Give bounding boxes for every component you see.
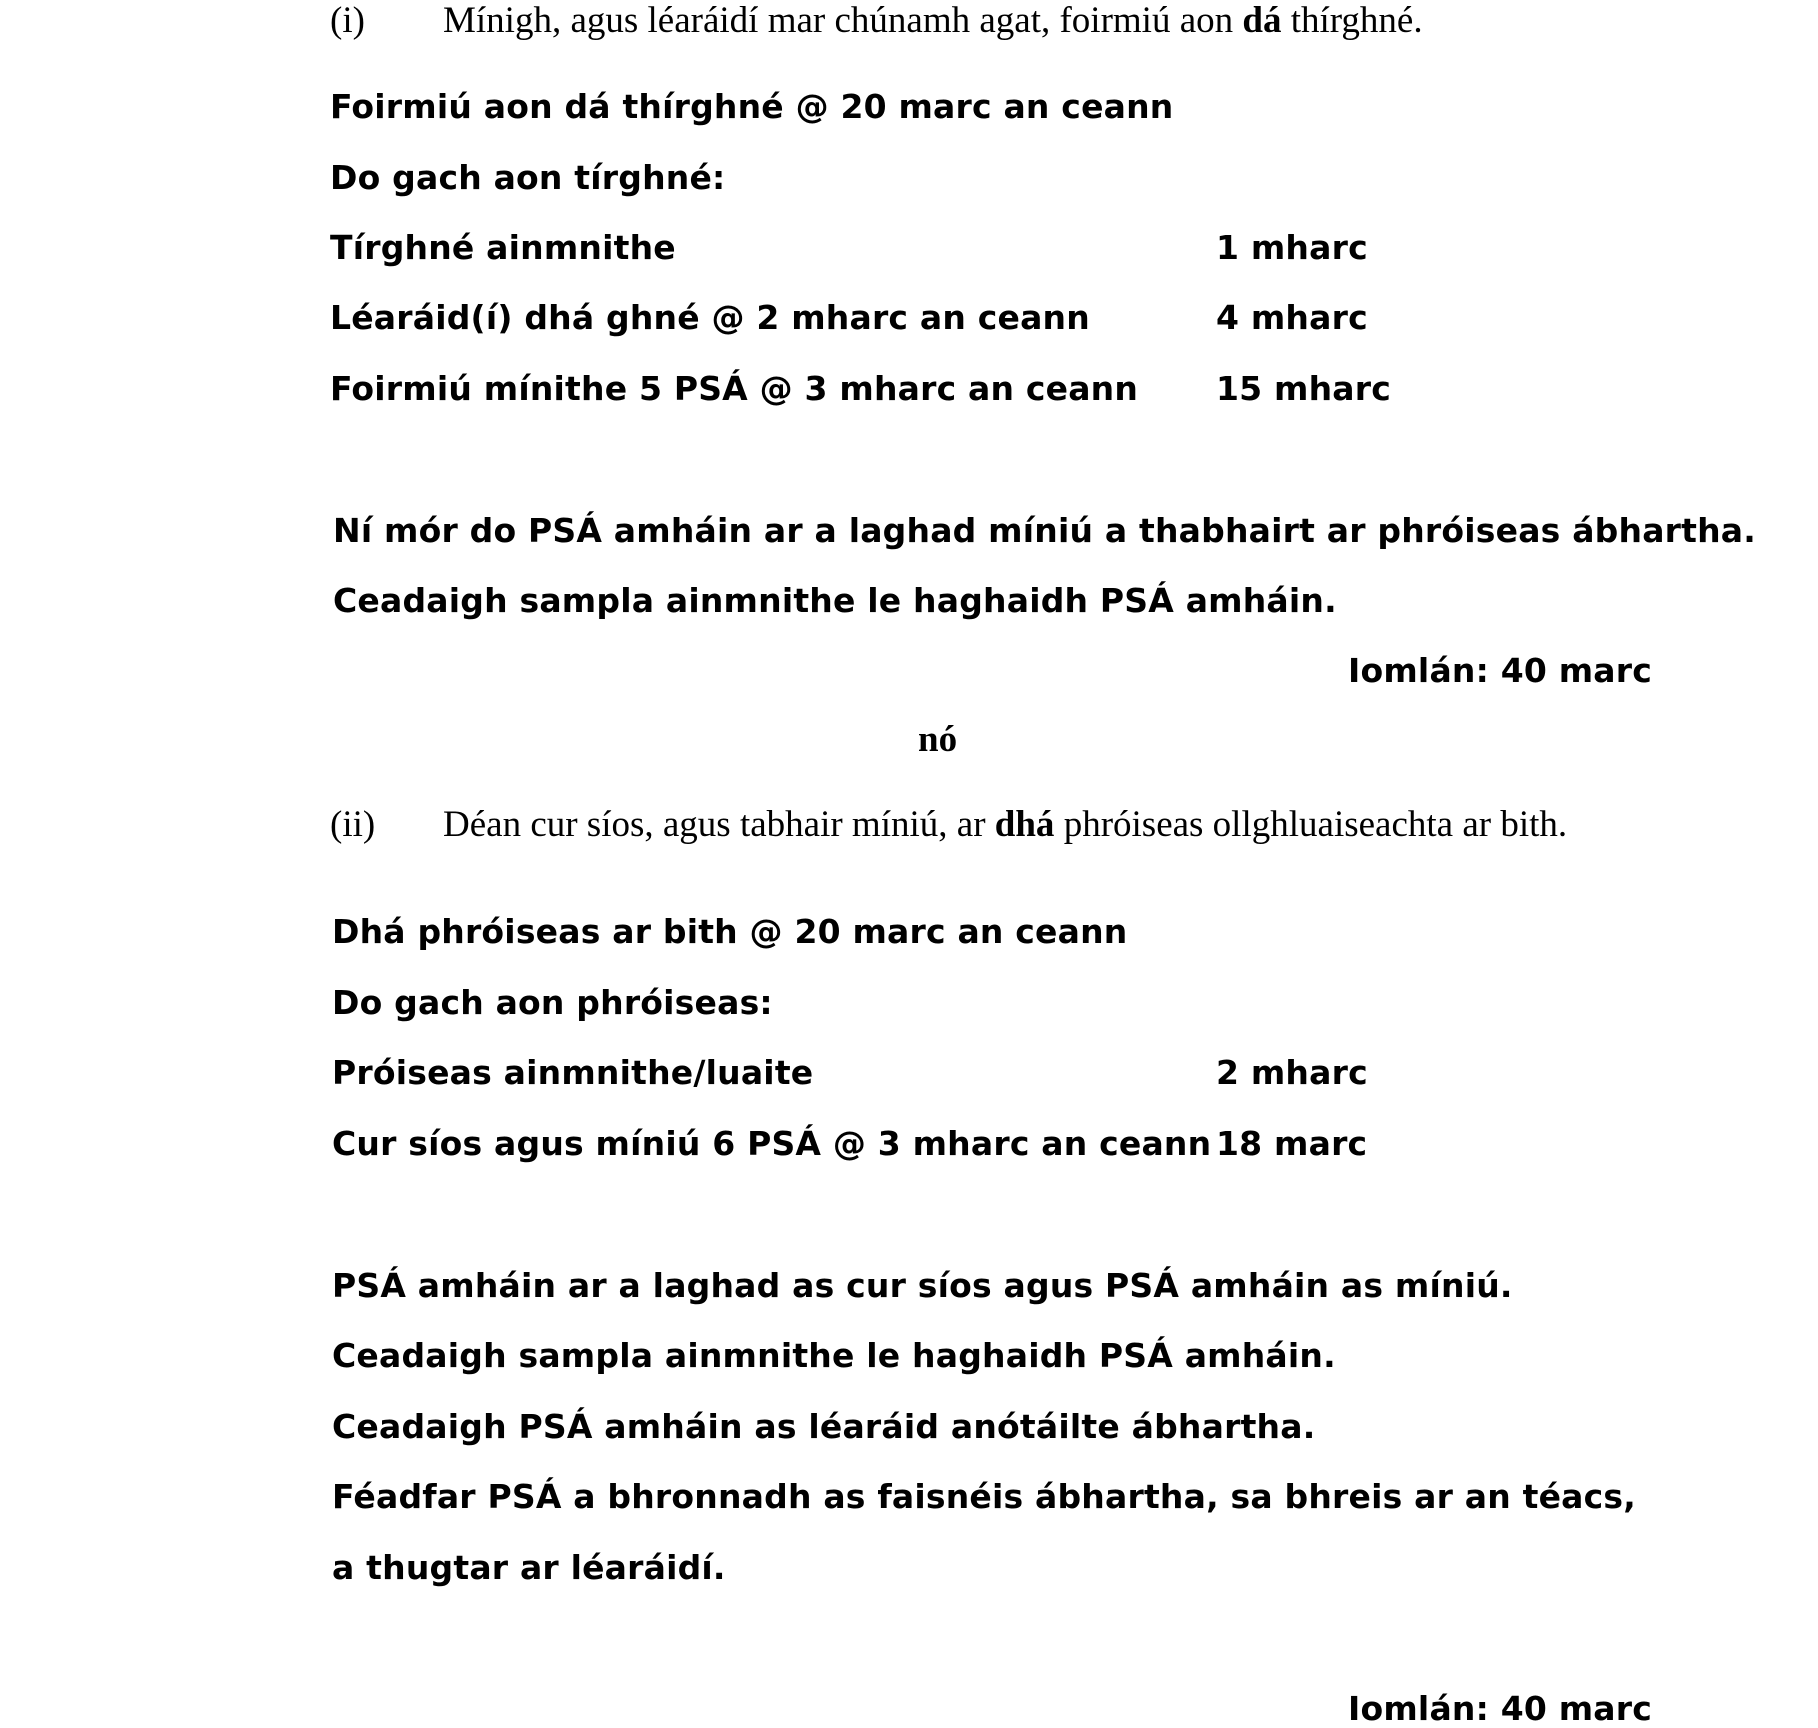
part-i-subheading: Do gach aon tírghné:	[330, 158, 726, 197]
marks-value: 2 mharc	[1216, 1053, 1368, 1092]
part-ii-note: Ceadaigh PSÁ amháin as léaráid anótáilte ábhartha.	[332, 1407, 1316, 1446]
marks-item: Próiseas ainmnithe/luaite	[332, 1053, 814, 1092]
marks-item: Cur síos agus míniú 6 PSÁ @ 3 mharc an ceann	[332, 1124, 1212, 1163]
part-ii-note: Ceadaigh sampla ainmnithe le haghaidh PSÁ amháin.	[332, 1336, 1336, 1375]
marks-item: Tírghné ainmnithe	[330, 228, 676, 267]
marks-item: Foirmiú mínithe 5 PSÁ @ 3 mharc an ceann	[330, 369, 1139, 408]
part-i-heading: Foirmiú aon dá thírghné @ 20 marc an ceann	[330, 87, 1174, 126]
question-text: Déan cur síos, agus tabhair míniú, ar	[443, 804, 995, 845]
question-text: phróiseas ollghluaiseachta ar bith.	[1054, 804, 1568, 845]
part-ii-label: (ii)	[330, 804, 376, 845]
question-text: thírghné.	[1281, 0, 1423, 41]
part-ii-note: a thugtar ar léaráidí.	[332, 1548, 726, 1587]
marks-item: Léaráid(í) dhá ghné @ 2 mharc an ceann	[330, 298, 1090, 337]
part-ii-note: Féadfar PSÁ a bhronnadh as faisnéis ábhartha, sa bhreis ar an téacs,	[332, 1477, 1636, 1516]
part-i-label: (i)	[330, 0, 365, 41]
marks-value: 1 mharc	[1216, 228, 1368, 267]
marks-value: 18 marc	[1216, 1124, 1368, 1163]
part-ii-note: PSÁ amháin ar a laghad as cur síos agus PSÁ amháin as míniú.	[332, 1266, 1513, 1305]
part-i-question	[443, 2, 1423, 39]
question-emphasis: dhá	[994, 804, 1055, 845]
part-ii-question	[443, 806, 1567, 843]
part-i-total: Iomlán: 40 marc	[1348, 651, 1652, 690]
part-ii-subheading: Do gach aon phróiseas:	[332, 983, 773, 1022]
question-text: Mínigh, agus léaráidí mar chúnamh agat, foirmiú aon	[443, 0, 1243, 41]
marks-value: 4 mharc	[1216, 298, 1368, 337]
part-ii-heading: Dhá phróiseas ar bith @ 20 marc an ceann	[332, 912, 1128, 951]
marks-value: 15 mharc	[1216, 369, 1391, 408]
question-emphasis: dá	[1242, 0, 1282, 41]
part-i-note: Ní mór do PSÁ amháin ar a laghad míniú a thabhairt ar phróiseas ábhartha.	[333, 511, 1757, 550]
part-i-note: Ceadaigh sampla ainmnithe le haghaidh PSÁ amháin.	[333, 581, 1337, 620]
part-ii-total: Iomlán: 40 marc	[1348, 1689, 1652, 1728]
or-separator: nó	[918, 719, 958, 760]
